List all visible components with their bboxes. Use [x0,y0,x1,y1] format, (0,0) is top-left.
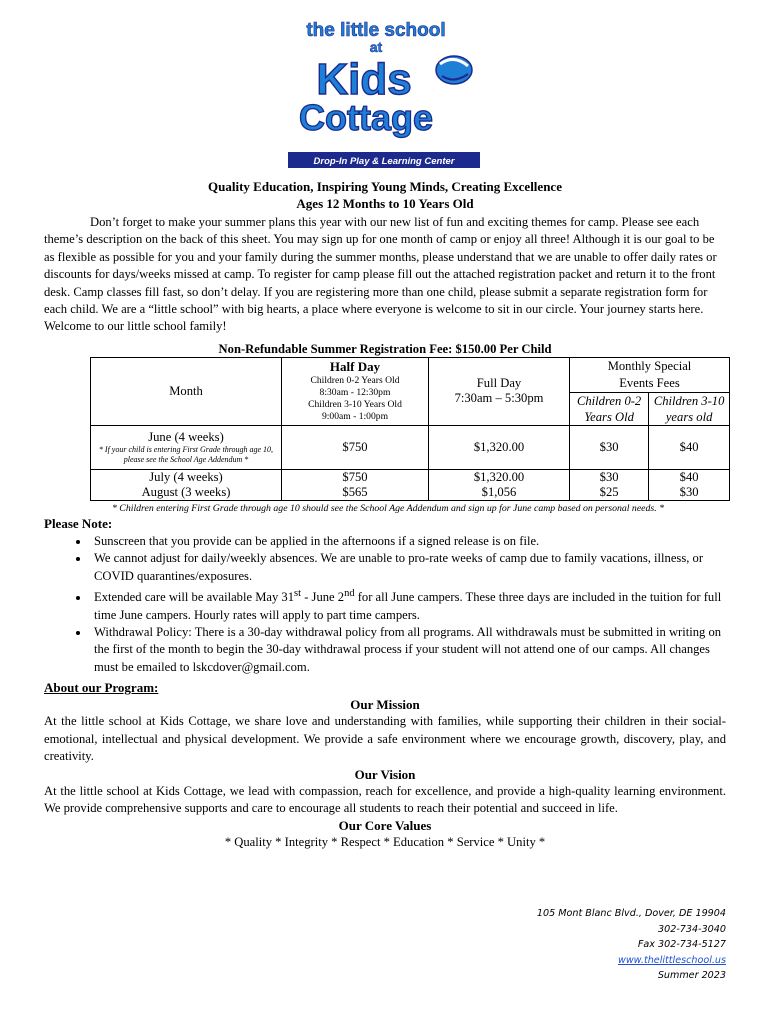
special-fee-0-2: $30 [570,425,649,469]
vision-body: At the little school at Kids Cottage, we lead with compassion, reach for excellence, and provide a high-quality learning environment. We provide comprehensive supports and care to encourage all students to reach their potential and succeed in life. [44,783,726,815]
school-logo [284,14,484,170]
list-item: • Withdrawal Policy: There is a 30-day withdrawal policy from all programs. All withdrawals must be submitted in writing on the first of the month to begin the 30-day withdrawal process if your student will not attend one of our camps. All changes must be emailed to lskcdover@gmail.com. [90,624,726,676]
notes-list [44,533,726,676]
ball-icon [436,56,472,84]
contact-block [537,906,726,984]
special-fee-3-10: $40 [649,425,730,469]
full-day-title: Full Day [476,376,522,391]
table-footnote: * Children entering First Grade through age 10 should see the School Age Addendum and sign up for June camp based on personal needs. * [111,502,665,514]
half-day-sub: 9:00am - 1:00pm [321,411,389,423]
please-note-heading: Please Note: [44,515,113,531]
registration-fee: Non-Refundable Summer Registration Fee: $150.00 Per Child [218,341,552,356]
intro-text: Don’t forget to make your summer plans this year with our new list of fun and exciting themes for camp. Please see each theme’s description on the back of this sheet. You may sign up for one month of camp or enjoy all three! Although it is our goal to be as flexible as possible for you and your family during the summer months, please understand that we are unable to offer daily rates or discounts for days/weeks missed at camp. To register for camp please fill out the attached registration packet and return it to the front desk. Camp classes fill fast, so don’t delay. If you are registering more than one child, please submit a separate registration form for each child. We are a “little school” with big hearts, a place where everyone is welcome to sit in our circle. Your journey starts here. Welcome to our little school family! [44,215,717,334]
extended-care-text: Extended care will be available May 31 [94,590,295,605]
month-cell [91,469,282,500]
fax-number: Fax 302-734-5127 [637,939,726,950]
full-day-header [429,357,570,425]
extended-care-text: - June 2 [301,590,345,605]
ordinal-suffix: nd [344,588,355,600]
month-header: Month [91,357,282,425]
logo-text-little-school: the little school [306,20,446,41]
special-fee-3-10 [649,469,730,500]
month-name: August (3 weeks) [141,484,231,499]
flyer-content [44,178,726,851]
tagline: Quality Education, Inspiring Young Minds, Creating Excellence [208,179,562,194]
half-day-header [282,357,429,425]
half-day-price: $750 [282,425,429,469]
table-row [91,425,730,469]
price: $25 [599,484,619,499]
month-note: * If your child is entering First Grade through age 10, please see the School Age Addendum * [98,444,274,464]
price: $565 [342,484,368,499]
full-day-price [429,469,570,500]
logo-text-kids: Kids [316,55,412,104]
half-day-title: Half Day [329,359,381,375]
list-item [90,585,726,624]
full-day-hours: 7:30am – 5:30pm [454,391,544,406]
price: $1,056 [481,484,517,499]
logo-text-at: at [369,39,383,55]
age-range: Ages 12 Months to 10 Years Old [296,196,474,211]
special-events-title: Monthly Special [607,358,692,373]
list-item: • Sunscreen that you provide can be applied in the afternoons if a signed release is on file. [90,533,726,550]
half-day-sub: Children 3-10 Years Old [308,399,402,411]
table-row [91,469,730,500]
half-day-price [282,469,429,500]
season-label: Summer 2023 [657,970,726,981]
kids-3-10-header: Children 3-10 years old [649,392,730,425]
price: $30 [599,469,619,484]
half-day-sub: Children 0-2 Years Old [310,375,400,387]
price: $40 [679,469,699,484]
street-address: 105 Mont Blanc Blvd., Dover, DE 19904 [536,908,726,919]
special-events-title: Events Fees [619,375,680,390]
month-name: July (4 weeks) [149,469,223,484]
phone-number: 302-734-3040 [658,923,726,935]
ordinal-suffix: st [294,588,302,600]
month-cell [91,425,282,469]
logo-text-cottage: Cottage [299,97,433,138]
about-program-heading: About our Program: [44,680,159,696]
vision-title: Our Vision [354,766,416,782]
special-events-header [570,357,730,392]
logo-banner-text: Drop-In Play & Learning Center [313,156,455,167]
price: $30 [679,484,699,499]
price: $750 [342,469,368,484]
extended-care-text: for all June campers. These three days are included in the tuition for full time June campers. Hourly rates will apply to part time campers. [94,590,722,622]
core-values-title: Our Core Values [338,818,432,834]
mission-body: At the little school at Kids Cottage, we share love and understanding with families, while supporting their children in their social-emotional, intellectual and physical development. We provide a safe environment where we encourage growth, discovery, play, and creativity. [44,714,726,764]
table-header-row [91,357,730,392]
month-name: June (4 weeks) [148,429,224,444]
list-item: • We cannot adjust for daily/weekly absences. We are unable to pro-rate weeks of camp due to family vacations, illness, or COVID quarantines/exposures. [90,550,726,585]
special-fee-0-2 [570,469,649,500]
mission-title: Our Mission [350,697,420,713]
price: $1,320.00 [473,469,525,484]
half-day-sub: 8:30am - 12:30pm [319,387,391,399]
intro-paragraph [44,214,726,336]
core-values-list: * Quality * Integrity * Respect * Education * Service * Unity * [224,835,546,850]
full-day-price: $1,320.00 [429,425,570,469]
fees-table [90,357,730,501]
kids-0-2-header: Children 0-2 Years Old [570,392,649,425]
website-link[interactable]: www.thelittleschool.us [617,954,726,966]
